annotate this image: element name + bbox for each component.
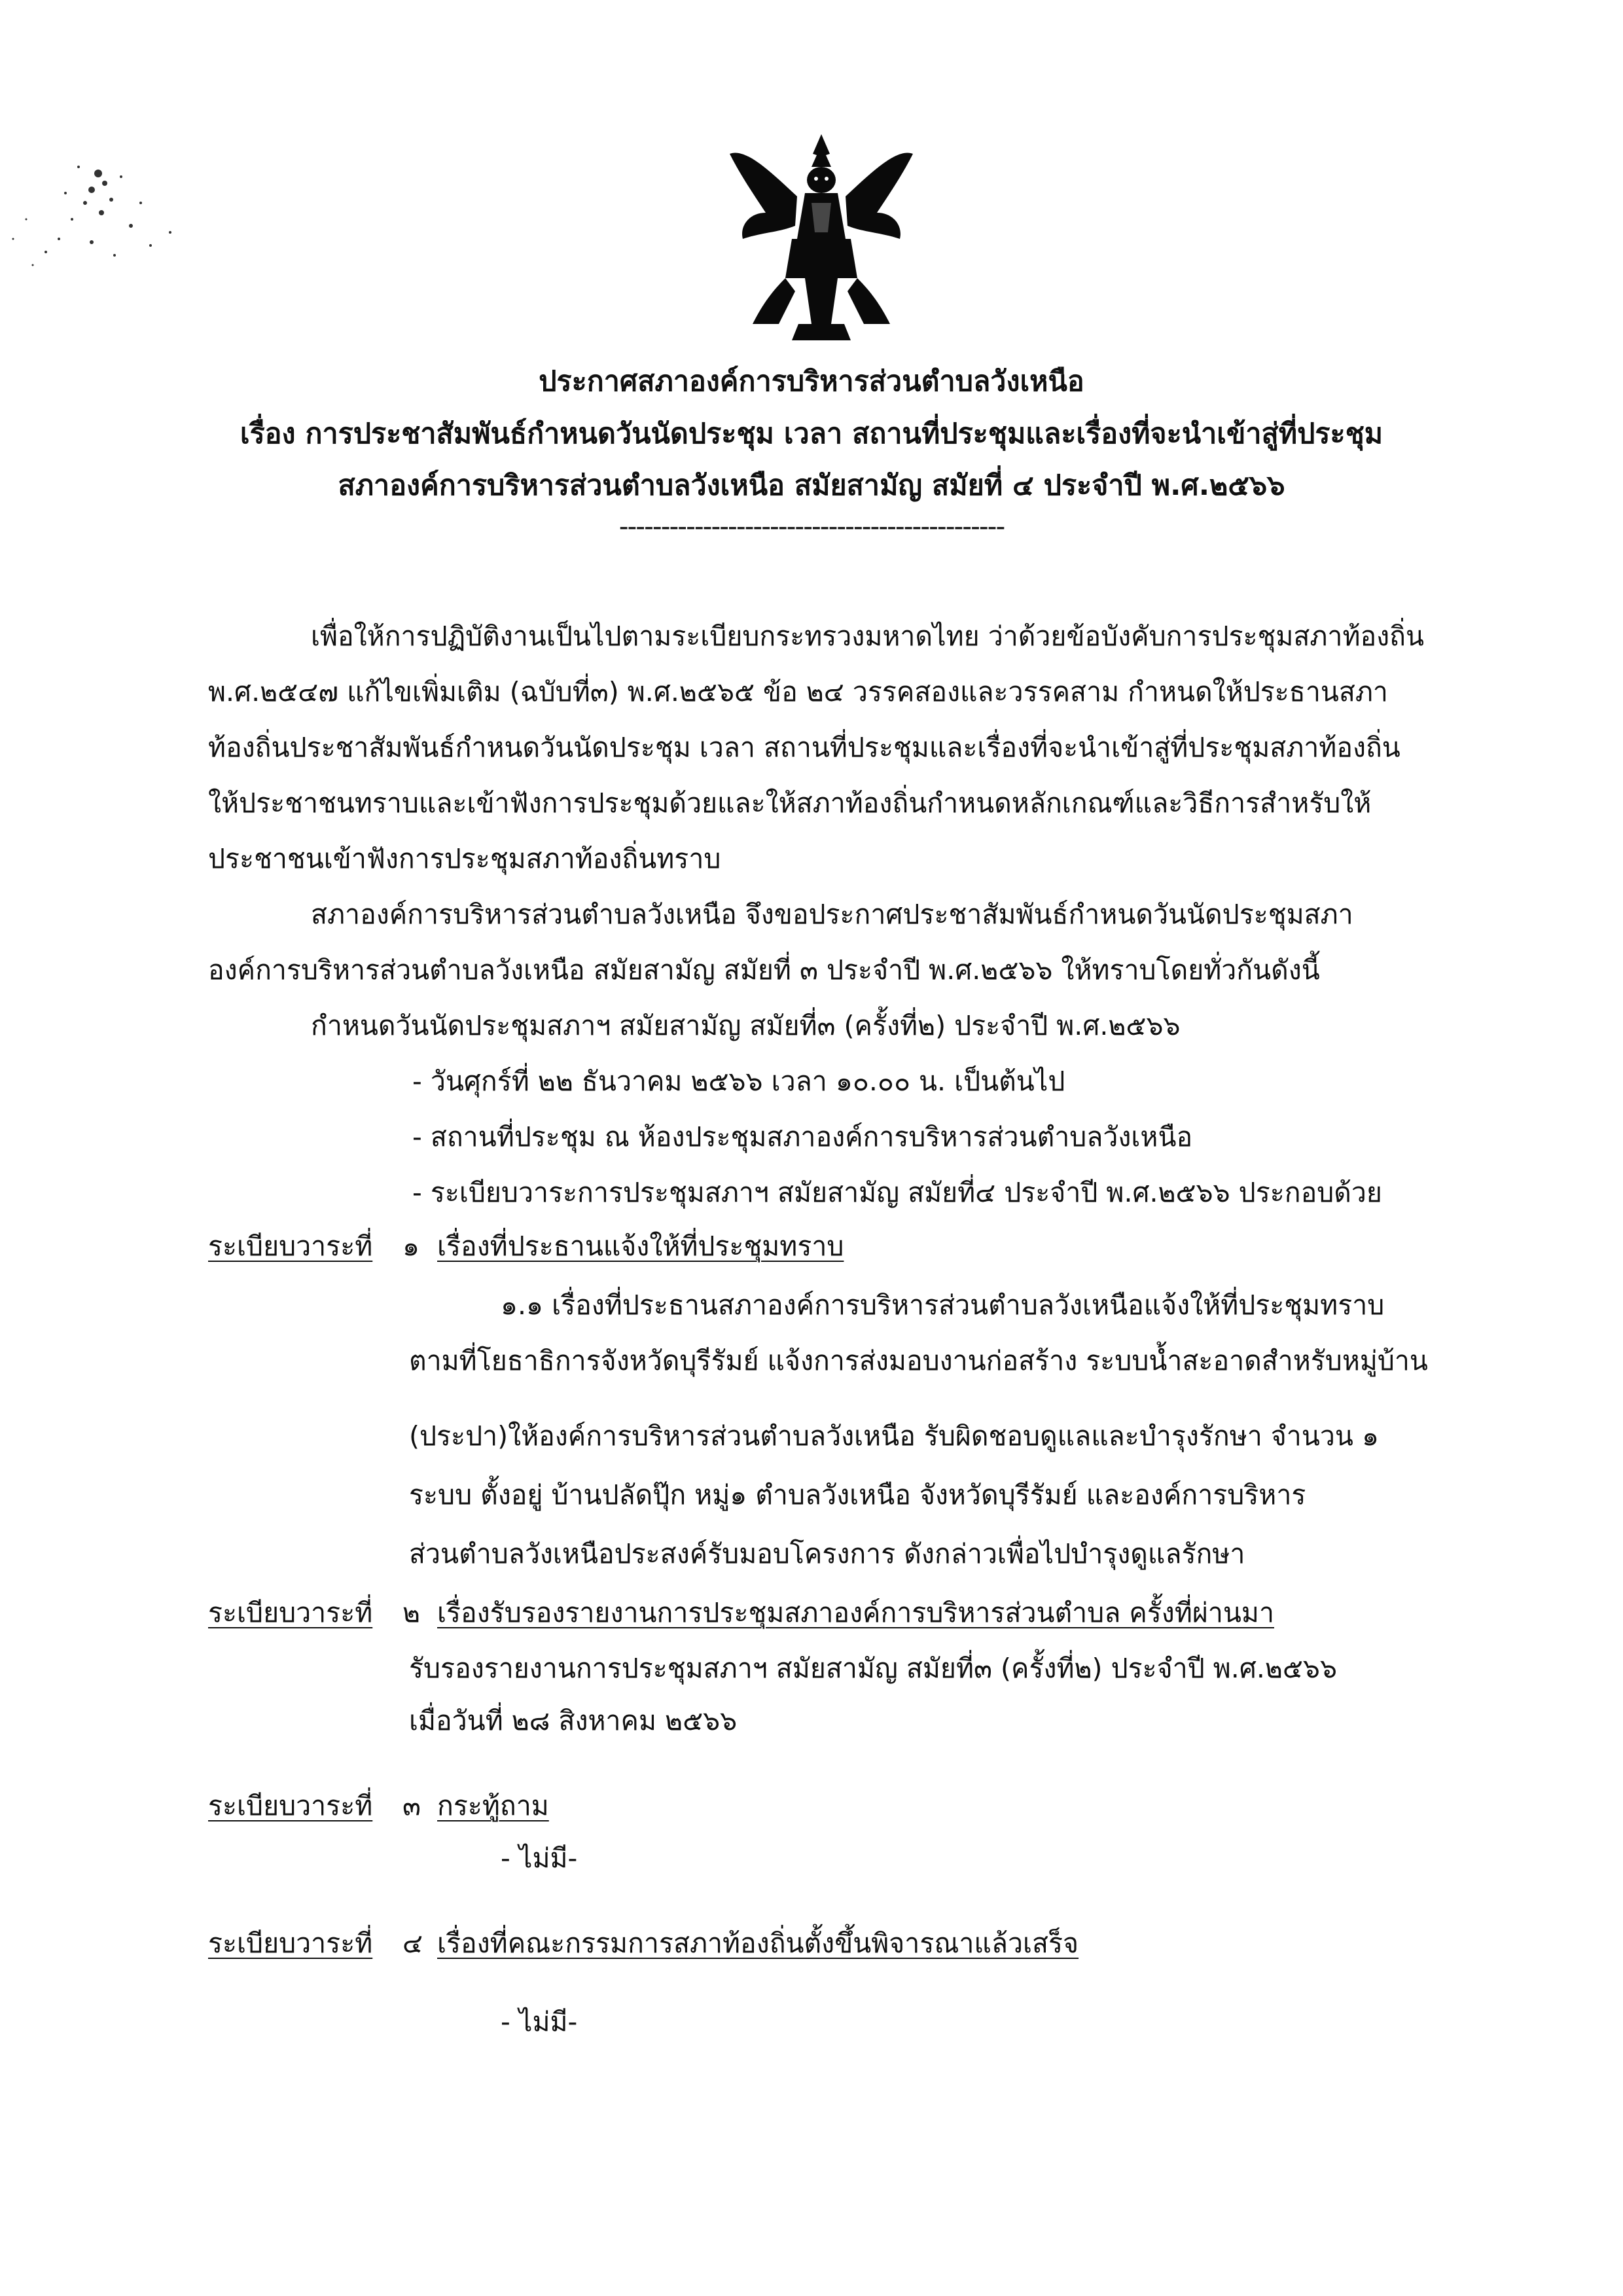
garuda-emblem-icon [726,128,916,344]
announcement-session: สภาองค์การบริหารส่วนตำบลวังเหนือ สมัยสามัญ สมัยที่ ๔ ประจำปี พ.ศ.๒๕๖๖ [338,469,1285,502]
agenda-label: ระเบียบวาระที่ [208,1928,373,1959]
intro-line: ประชาชนเข้าฟังการประชุมสภาท้องถิ่นทราบ [208,843,721,874]
agenda-detail-line: - ไม่มี- [501,2006,578,2037]
agenda-label: ระเบียบวาระที่ [208,1790,373,1821]
agenda-title: เรื่องรับรองรายงานการประชุมสภาองค์การบริหารส่วนตำบล ครั้งที่ผ่านมา [437,1597,1274,1628]
schedule-heading: กำหนดวันนัดประชุมสภาฯ สมัยสามัญ สมัยที่๓ (ครั้งที่๒) ประจำปี พ.ศ.๒๕๖๖ [311,1010,1181,1041]
schedule-item: - ระเบียบวาระการประชุมสภาฯ สมัยสามัญ สมัยที่๔ ประจำปี พ.ศ.๒๕๖๖ ประกอบด้วย [412,1177,1382,1208]
intro-line: ให้ประชาชนทราบและเข้าฟังการประชุมด้วยและให้สภาท้องถิ่นกำหนดหลักเกณฑ์และวิธีการสำหรับให้ [208,787,1372,819]
intro-line: สภาองค์การบริหารส่วนตำบลวังเหนือ จึงขอประกาศประชาสัมพันธ์กำหนดวันนัดประชุมสภา [311,899,1353,930]
agenda-number: ๒ [402,1597,421,1628]
agenda-detail-line: (ประปา)ให้องค์การบริหารส่วนตำบลวังเหนือ รับผิดชอบดูแลและบำรุงรักษา จำนวน ๑ [409,1420,1379,1452]
agenda-title: กระทู้ถาม [437,1790,549,1821]
intro-line: พ.ศ.๒๕๔๗ แก้ไขเพิ่มเติม (ฉบับที่๓) พ.ศ.๒๕๖๕ ข้อ ๒๔ วรรคสองและวรรคสาม กำหนดให้ประธานสภา [208,676,1388,708]
agenda-detail-line: รับรองรายงานการประชุมสภาฯ สมัยสามัญ สมัยที่๓ (ครั้งที่๒) ประจำปี พ.ศ.๒๕๖๖ [409,1653,1337,1684]
announcement-title: ประกาศสภาองค์การบริหารส่วนตำบลวังเหนือ [539,365,1084,398]
agenda-detail-line: ตามที่โยธาธิการจังหวัดบุรีรัมย์ แจ้งการส่งมอบงานก่อสร้าง ระบบน้ำสะอาดสำหรับหมู่บ้าน [409,1345,1428,1376]
agenda-detail-line: ๑.๑ เรื่องที่ประธานสภาองค์การบริหารส่วนตำบลวังเหนือแจ้งให้ที่ประชุมทราบ [501,1289,1385,1321]
schedule-item: - สถานที่ประชุม ณ ห้องประชุมสภาองค์การบริหารส่วนตำบลวังเหนือ [412,1121,1193,1153]
agenda-number: ๔ [402,1928,423,1959]
agenda-detail-line: ส่วนตำบลวังเหนือประสงค์รับมอบโครงการ ดังกล่าวเพื่อไปบำรุงดูแลรักษา [409,1538,1245,1570]
intro-line: องค์การบริหารส่วนตำบลวังเหนือ สมัยสามัญ สมัยที่ ๓ ประจำปี พ.ศ.๒๕๖๖ ให้ทราบโดยทั่วกันดังนี้ [208,954,1320,986]
intro-line: ท้องถิ่นประชาสัมพันธ์กำหนดวันนัดประชุม เวลา สถานที่ประชุมและเรื่องที่จะนำเข้าสู่ที่ประชุมสภาท้องถิ่น [208,732,1400,763]
header-divider: ---------------------------------------------- [618,511,1005,542]
announcement-subject: เรื่อง การประชาสัมพันธ์กำหนดวันนัดประชุม เวลา สถานที่ประชุมและเรื่องที่จะนำเข้าสู่ที่ประชุม [240,418,1383,450]
agenda-label: ระเบียบวาระที่ [208,1597,373,1628]
agenda-number: ๓ [402,1790,421,1821]
intro-line: เพื่อให้การปฏิบัติงานเป็นไปตามระเบียบกระทรวงมหาดไทย ว่าด้วยข้อบังคับการประชุมสภาท้องถิ่น [311,620,1424,652]
agenda-detail-line: เมื่อวันที่ ๒๘ สิงหาคม ๒๕๖๖ [409,1705,738,1736]
agenda-title: เรื่องที่คณะกรรมการสภาท้องถิ่นตั้งขึ้นพิจารณาแล้วเสร็จ [437,1928,1079,1959]
schedule-item: - วันศุกร์ที่ ๒๒ ธันวาคม ๒๕๖๖ เวลา ๑๐.๐๐ น. เป็นต้นไป [412,1066,1065,1097]
agenda-label: ระเบียบวาระที่ [208,1230,373,1262]
scan-noise [0,141,196,298]
agenda-detail-line: - ไม่มี- [501,1842,578,1874]
agenda-detail-line: ระบบ ตั้งอยู่ บ้านปลัดปุ๊ก หมู่๑ ตำบลวังเหนือ จังหวัดบุรีรัมย์ และองค์การบริหาร [409,1479,1306,1511]
agenda-title: เรื่องที่ประธานแจ้งให้ที่ประชุมทราบ [437,1230,844,1262]
agenda-number: ๑ [402,1230,420,1262]
